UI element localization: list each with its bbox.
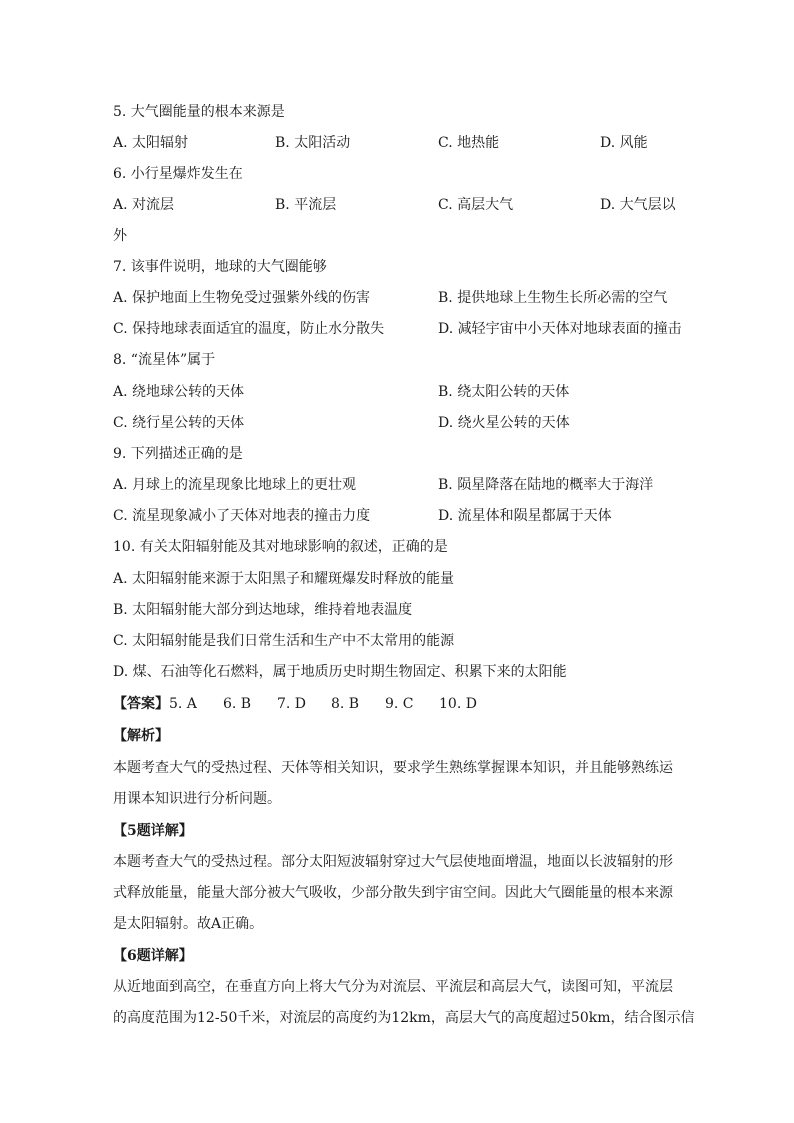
answer-item: 8. B <box>331 696 360 712</box>
answer-label: 【答案】 <box>113 696 169 712</box>
detail-5-text-line: 式释放能量，能量大部分被大气吸收，少部分散失到宇宙空间。因此大气圈能量的根本来源 <box>113 885 673 901</box>
q10-option-b: B. 太阳辐射能大部分到达地球，维持着地表温度 <box>113 602 413 618</box>
q9-option-a: A. 月球上的流星现象比地球上的更壮观 <box>113 477 357 493</box>
q5-option-a: A. 太阳辐射 <box>113 135 189 151</box>
answer-item: 7. D <box>277 696 307 712</box>
q5-option-b: B. 太阳活动 <box>275 135 351 151</box>
q6-option-b: B. 平流层 <box>275 197 337 213</box>
q8-option-a: A. 绕地球公转的天体 <box>113 384 245 400</box>
q7-option-b: B. 提供地球上生物生长所必需的空气 <box>438 290 668 306</box>
question-10-stem: 10. 有关太阳辐射能及其对地球影响的叙述，正确的是 <box>113 539 448 555</box>
question-8-stem: 8. “流星体”属于 <box>113 352 216 368</box>
analysis-text-line: 用课本知识进行分析问题。 <box>113 791 281 807</box>
q8-option-d: D. 绕火星公转的天体 <box>438 415 570 431</box>
q8-option-c: C. 绕行星公转的天体 <box>113 415 245 431</box>
q9-option-b: B. 陨星降落在陆地的概率大于海洋 <box>438 477 654 493</box>
analysis-text-line: 本题考查大气的受热过程、天体等相关知识，要求学生熟练掌握课本知识，并且能够熟练运 <box>113 760 673 776</box>
q7-option-c: C. 保持地球表面适宜的温度，防止水分散失 <box>113 321 385 337</box>
question-5-stem: 5. 大气圈能量的根本来源是 <box>113 104 285 120</box>
q5-option-c: C. 地热能 <box>438 135 500 151</box>
answer-row <box>113 694 477 714</box>
q10-option-a: A. 太阳辐射能来源于太阳黑子和耀斑爆发时释放的能量 <box>113 571 455 587</box>
q9-option-c: C. 流星现象减小了天体对地表的撞击力度 <box>113 508 371 524</box>
detail-5-heading: 【5题详解】 <box>113 823 193 839</box>
answer-item: 6. B <box>223 696 252 712</box>
analysis-heading: 【解析】 <box>113 728 169 744</box>
question-6-stem: 6. 小行星爆炸发生在 <box>113 166 243 182</box>
q8-option-b: B. 绕太阳公转的天体 <box>438 384 570 400</box>
q6-option-a: A. 对流层 <box>113 197 175 213</box>
q7-option-a: A. 保护地面上生物免受过强紫外线的伤害 <box>113 290 371 306</box>
detail-5-text-line: 本题考查大气的受热过程。部分太阳短波辐射穿过大气层使地面增温，地面以长波辐射的形 <box>113 854 673 870</box>
q7-option-d: D. 减轻宇宙中小天体对地球表面的撞击 <box>438 321 682 337</box>
detail-5-text-line: 是太阳辐射。故A正确。 <box>113 916 264 932</box>
question-7-stem: 7. 该事件说明，地球的大气圈能够 <box>113 259 327 275</box>
detail-6-text-line: 从近地面到高空，在垂直方向上将大气分为对流层、平流层和高层大气，读图可知，平流层 <box>113 979 673 995</box>
q5-option-d: D. 风能 <box>600 135 648 151</box>
q9-option-d: D. 流星体和陨星都属于天体 <box>438 508 612 524</box>
answer-item: 9. C <box>385 696 414 712</box>
question-9-stem: 9. 下列描述正确的是 <box>113 446 243 462</box>
answer-item: 10. D <box>439 696 477 712</box>
q6-option-d-wrap: 外 <box>113 228 127 244</box>
q10-option-d: D. 煤、石油等化石燃料，属于地质历史时期生物固定、积累下来的太阳能 <box>113 664 567 680</box>
answer-item: 5. A <box>169 696 197 712</box>
q10-option-c: C. 太阳辐射能是我们日常生活和生产中不太常用的能源 <box>113 633 455 649</box>
q6-option-c: C. 高层大气 <box>438 197 514 213</box>
detail-6-text-line: 的高度范围为12-50千米，对流层的高度约为12km，高层大气的高度超过50km，结合图示信 <box>113 1010 695 1026</box>
q6-option-d: D. 大气层以 <box>600 197 676 213</box>
detail-6-heading: 【6题详解】 <box>113 948 193 964</box>
